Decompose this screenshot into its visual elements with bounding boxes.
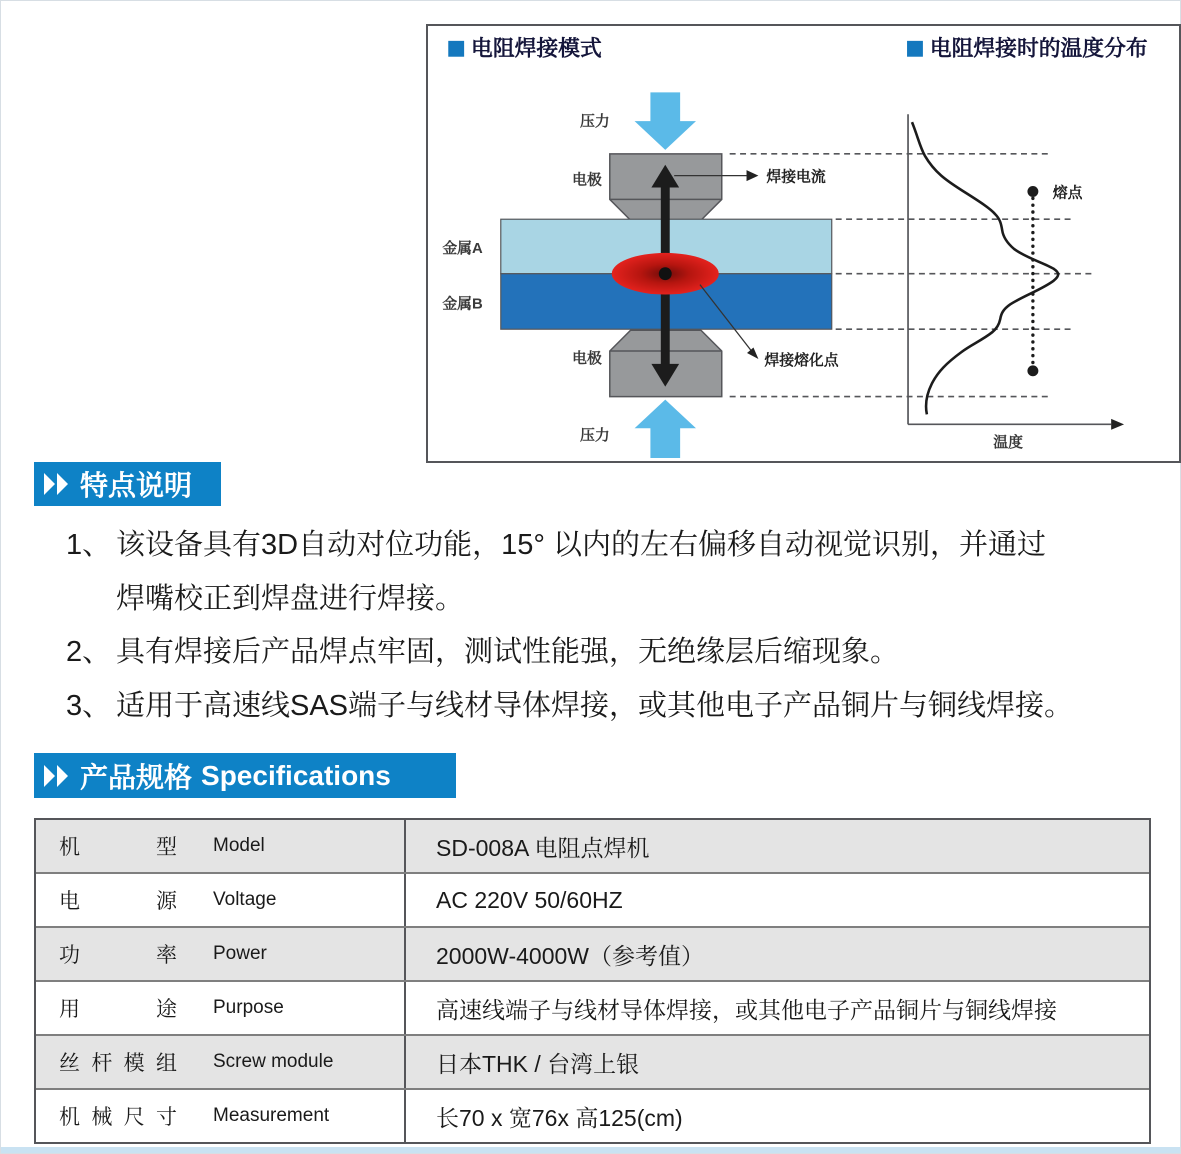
spec-label-cn: 机型	[59, 836, 177, 859]
feature-text: 具有焊接后产品焊点牢固，测试性能强，无绝缘层后缩现象。	[116, 636, 900, 668]
temperature-axes	[908, 114, 1111, 424]
spec-value-cell: SD-008A 电阻点焊机	[436, 834, 650, 861]
metal-b-label: 金属B	[442, 296, 483, 313]
table-row	[36, 1034, 1149, 1088]
spec-label-cell	[36, 1036, 406, 1088]
features-list	[66, 519, 1166, 733]
diagram-left-title: 电阻焊接模式	[471, 35, 602, 61]
spec-value-cell: 2000W-4000W（参考值）	[436, 942, 704, 969]
feature-line: 该设备具有3D自动对位功能，15° 以内的左右偏移自动视觉识别，并通过	[116, 529, 1046, 561]
spec-label-en: Screw module	[213, 1051, 334, 1072]
table-row	[36, 872, 1149, 926]
welding-diagram-panel	[426, 24, 1181, 463]
table-row	[36, 820, 1149, 872]
table-row	[36, 980, 1149, 1034]
right-title-bullet-icon	[907, 41, 923, 57]
feature-number: 3、	[66, 689, 112, 722]
melting-point-bottom-dot	[1027, 365, 1038, 376]
metal-a-label: 金属A	[442, 240, 483, 257]
melt-spot-label: 焊接熔化点	[764, 352, 839, 369]
spec-label-cn: 丝杆模组	[59, 1052, 177, 1075]
electrode-top-label: 电极	[572, 172, 602, 189]
spec-label-cell	[36, 982, 406, 1034]
melting-point-label: 熔点	[1052, 185, 1083, 202]
electrode-bottom-label: 电极	[572, 350, 602, 367]
feature-number: 1、	[66, 529, 112, 561]
specs-title-en: Specifications	[201, 759, 391, 791]
welding-diagram-svg	[428, 26, 1179, 461]
table-row	[36, 926, 1149, 980]
spec-value-cell: 日本THK / 台湾上银	[436, 1050, 640, 1077]
spec-label-en: Model	[213, 835, 265, 856]
specs-section-header	[34, 753, 456, 798]
spec-label-cn: 功率	[59, 944, 177, 967]
feature-text	[116, 519, 1166, 626]
page-bottom-accent-bar	[1, 1147, 1180, 1153]
pressure-top-label: 压力	[580, 114, 610, 131]
welding-current-label: 焊接电流	[766, 169, 826, 186]
spec-label-en: Measurement	[213, 1105, 330, 1126]
spec-label-cn: 用途	[59, 998, 177, 1021]
melt-spot-center-dot	[659, 267, 672, 280]
feature-item	[66, 626, 1166, 680]
spec-label-cn: 机械尺寸	[59, 1106, 177, 1129]
spec-label-cn: 电源	[59, 890, 177, 913]
feature-number: 2、	[66, 636, 112, 668]
pressure-down-arrow-icon	[635, 92, 696, 149]
pressure-bottom-label: 压力	[580, 428, 610, 445]
pressure-up-arrow-icon	[635, 400, 696, 458]
spec-value-cell: 高速线端子与线材导体焊接，或其他电子产品铜片与铜线焊接	[436, 996, 1057, 1023]
double-chevron-icon	[44, 473, 70, 495]
features-title: 特点说明	[80, 470, 193, 501]
spec-label-en: Power	[213, 943, 267, 964]
feature-text: 适用于高速线SAS端子与线材导体焊接，或其他电子产品铜片与铜线焊接。	[116, 689, 1074, 722]
spec-value-cell: 长70 x 宽76x 高125(cm)	[436, 1104, 683, 1131]
left-title-bullet-icon	[448, 41, 464, 57]
spec-label-cell	[36, 1090, 406, 1142]
double-chevron-icon	[44, 765, 70, 787]
spec-label-en: Purpose	[213, 997, 284, 1018]
features-section-header	[34, 462, 221, 506]
spec-label-cell	[36, 874, 406, 926]
temperature-axis-label: 温度	[993, 435, 1023, 452]
specs-title-cn: 产品规格	[80, 761, 193, 793]
melting-point-top-dot	[1027, 186, 1038, 197]
table-row	[36, 1088, 1149, 1142]
temperature-axis-arrow-icon	[1111, 419, 1124, 430]
diagram-right-title: 电阻焊接时的温度分布	[929, 35, 1148, 61]
feature-line: 焊嘴校正到焊盘进行焊接。	[116, 582, 465, 615]
feature-item	[66, 680, 1166, 734]
feature-item	[66, 519, 1166, 626]
specs-table	[34, 818, 1151, 1144]
spec-value-cell: AC 220V 50/60HZ	[436, 886, 623, 913]
spec-label-en: Voltage	[213, 889, 277, 910]
spec-label-cell	[36, 820, 406, 872]
spec-label-cell	[36, 928, 406, 980]
